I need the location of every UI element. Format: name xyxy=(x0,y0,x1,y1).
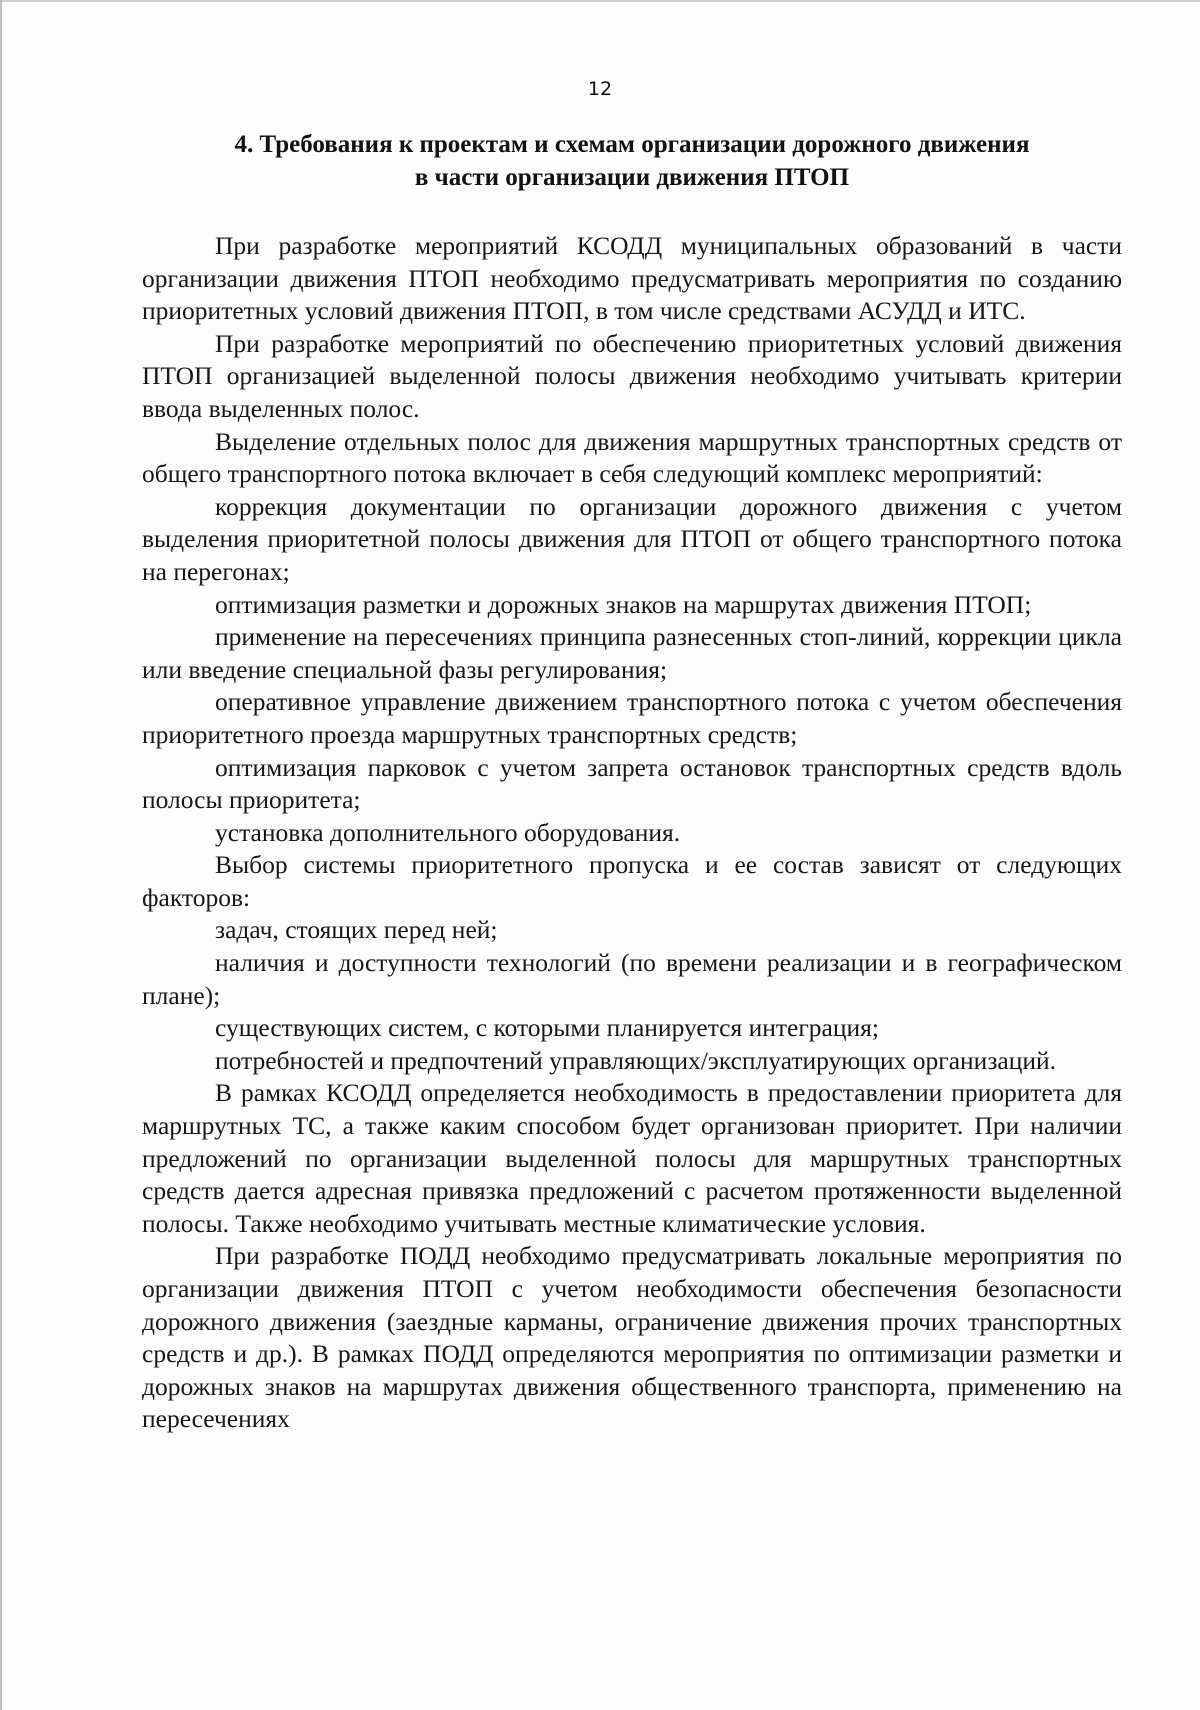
section-heading xyxy=(140,128,1124,194)
section-heading-line-1: 4. Требования к проектам и схемам организации дорожного движения xyxy=(234,131,1030,158)
list-item: коррекция документации по организации дорожного движения с учетом выделения приоритетной полосы движения для ПТОП от общего транспортного потока на перегонах; xyxy=(142,491,1122,586)
paragraph: При разработке ПОДД необходимо предусматривать локальные мероприятия по организации движения ПТОП с учетом необходимости обеспечения безопасности дорожного движения (заездные карманы, ограничение движения прочих транспортных средств и др.). В рамках ПОДД определяются мероприятия по оптимизации разметки и дорожных знаков на маршрутах движения общественного транспорта, применению на пересечениях xyxy=(142,1241,1122,1434)
list-item: задач, стоящих перед ней; xyxy=(215,915,498,945)
section-heading-line-2: в части организации движения ПТОП xyxy=(414,164,850,191)
list-item: потребностей и предпочтений управляющих/эксплуатирующих организаций. xyxy=(215,1045,1057,1075)
list-item: оптимизация разметки и дорожных знаков на маршрутах движения ПТОП; xyxy=(215,589,1032,619)
list-item: оперативное управление движением транспортного потока с учетом обеспечения приоритетного проезда маршрутных транспортных средств; xyxy=(142,687,1122,749)
scan-edge-left xyxy=(0,0,2,1710)
body-text xyxy=(142,230,1122,1436)
paragraph: Выделение отдельных полос для движения маршрутных транспортных средств от общего транспортного потока включает в себя следующий комплекс мероприятий: xyxy=(142,426,1122,489)
list-item: применение на пересечениях принципа разнесенных стоп-линий, коррекции цикла или введение специальной фазы регулирования; xyxy=(142,622,1122,684)
list-item: оптимизация парковок с учетом запрета остановок транспортных средств вдоль полосы приоритета; xyxy=(142,752,1122,815)
paragraph: Выбор системы приоритетного пропуска и ее состав зависят от следующих факторов: xyxy=(142,850,1122,912)
list-item: установка дополнительного оборудования. xyxy=(215,817,681,847)
paragraph: При разработке мероприятий по обеспечению приоритетных условий движения ПТОП организацией выделенной полосы движения необходимо учитывать критерии ввода выделенных полос. xyxy=(142,328,1122,423)
paragraph: В рамках КСОДД определяется необходимость в предоставлении приоритета для маршрутных ТС, а также каким способом будет организован приоритет. При наличии предложений по организации выделенной полосы для маршрутных транспортных средств дается адресная привязка предложений с расчетом протяженности выделенной полосы. Также необходимо учитывать местные климатические условия. xyxy=(142,1078,1122,1238)
paragraph: При разработке мероприятий КСОДД муниципальных образований в части организации движения ПТОП необходимо предусматривать мероприятия по созданию приоритетных условий движения ПТОП, в том числе средствами АСУДД и ИТС. xyxy=(142,231,1122,326)
list-item: существующих систем, с которыми планируется интеграция; xyxy=(215,1013,879,1043)
page-number: 12 xyxy=(587,78,613,100)
scan-edge-top xyxy=(0,0,1200,2)
list-item: наличия и доступности технологий (по времени реализации и в географическом плане); xyxy=(142,948,1122,1010)
